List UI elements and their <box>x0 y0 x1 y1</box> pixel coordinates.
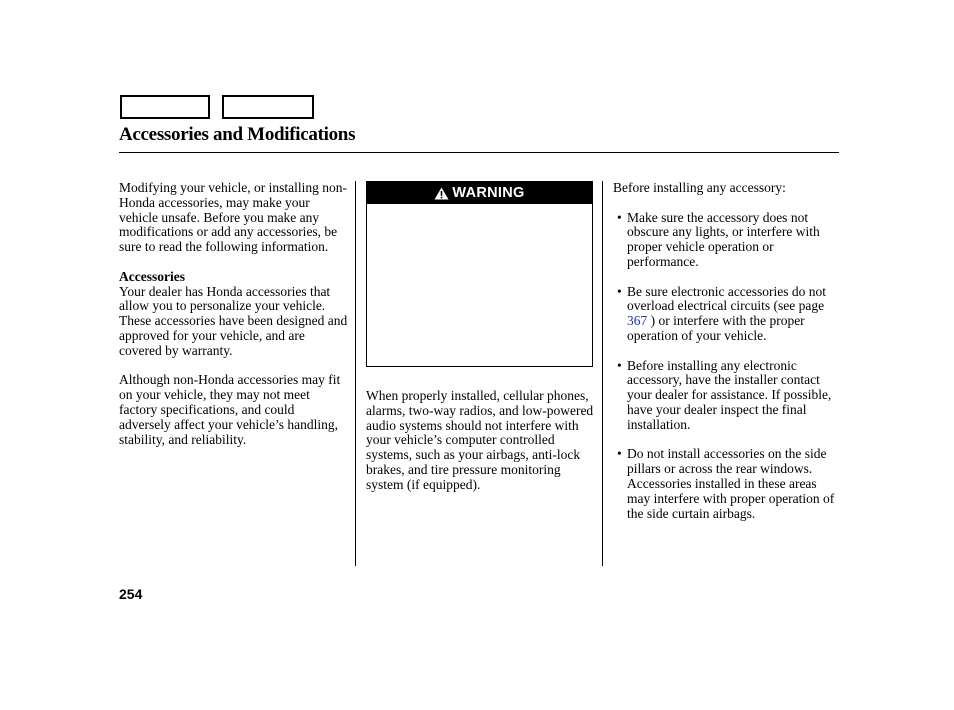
page-title: Accessories and Modifications <box>119 124 356 145</box>
accessory-checklist <box>613 211 839 522</box>
install-paragraph: When properly installed, cellular phones, alarms, two-way radios, and low-powered audio systems should not interfere with your vehicle’s computer controlled systems, such as your airbags, anti-lock brakes, and tire pressure monitoring system (if equipped). <box>366 388 594 492</box>
section-tab-2[interactable] <box>222 95 314 119</box>
accessories-paragraph: Your dealer has Honda accessories that allow you to personalize your vehicle. These accessories have been designed and approved for your vehicle, and are covered by warranty. <box>119 283 348 358</box>
page-link-367[interactable]: 367 <box>627 313 648 329</box>
column-divider-2 <box>602 181 603 566</box>
list-item: • Do not install accessories on the side pillars or across the rear windows. Accessories installed in these areas may interfere with proper operation of the side curtain airbags. <box>613 447 839 521</box>
checklist-intro: Before installing any accessory: <box>613 180 786 195</box>
warning-box <box>366 181 593 367</box>
column-middle <box>366 181 596 493</box>
list-item <box>613 285 839 344</box>
title-divider <box>119 152 839 153</box>
list-item: • Make sure the accessory does not obscure any lights, or interfere with proper vehicle operation or performance. <box>613 211 839 270</box>
warning-header <box>367 182 592 204</box>
non-honda-paragraph: Although non-Honda accessories may fit on your vehicle, they may not meet factory specifications, and could adversely affect your vehicle’s handling, stability, and reliability. <box>119 372 341 447</box>
warning-label: WARNING <box>452 184 525 201</box>
accessories-heading: Accessories <box>119 268 185 284</box>
column-left <box>119 181 349 447</box>
section-tab-1[interactable] <box>120 95 210 119</box>
intro-paragraph: Modifying your vehicle, or installing non-Honda accessories, may make your vehicle unsafe. Before you make any modifications or add any accessories, be sure to read the following information. <box>119 180 347 255</box>
bullet2-text-end: ) or interfere with the proper operation of your vehicle. <box>627 313 805 343</box>
column-divider-1 <box>355 181 356 566</box>
warning-triangle-icon <box>434 187 449 200</box>
list-item: • Before installing any electronic accessory, have the installer contact your dealer for assistance. If possible, have your dealer inspect the final installation. <box>613 359 839 433</box>
bullet2-text-start: Be sure electronic accessories do not overload electrical circuits (see page <box>627 283 827 314</box>
column-right <box>613 181 839 536</box>
page-number: 254 <box>119 586 143 602</box>
